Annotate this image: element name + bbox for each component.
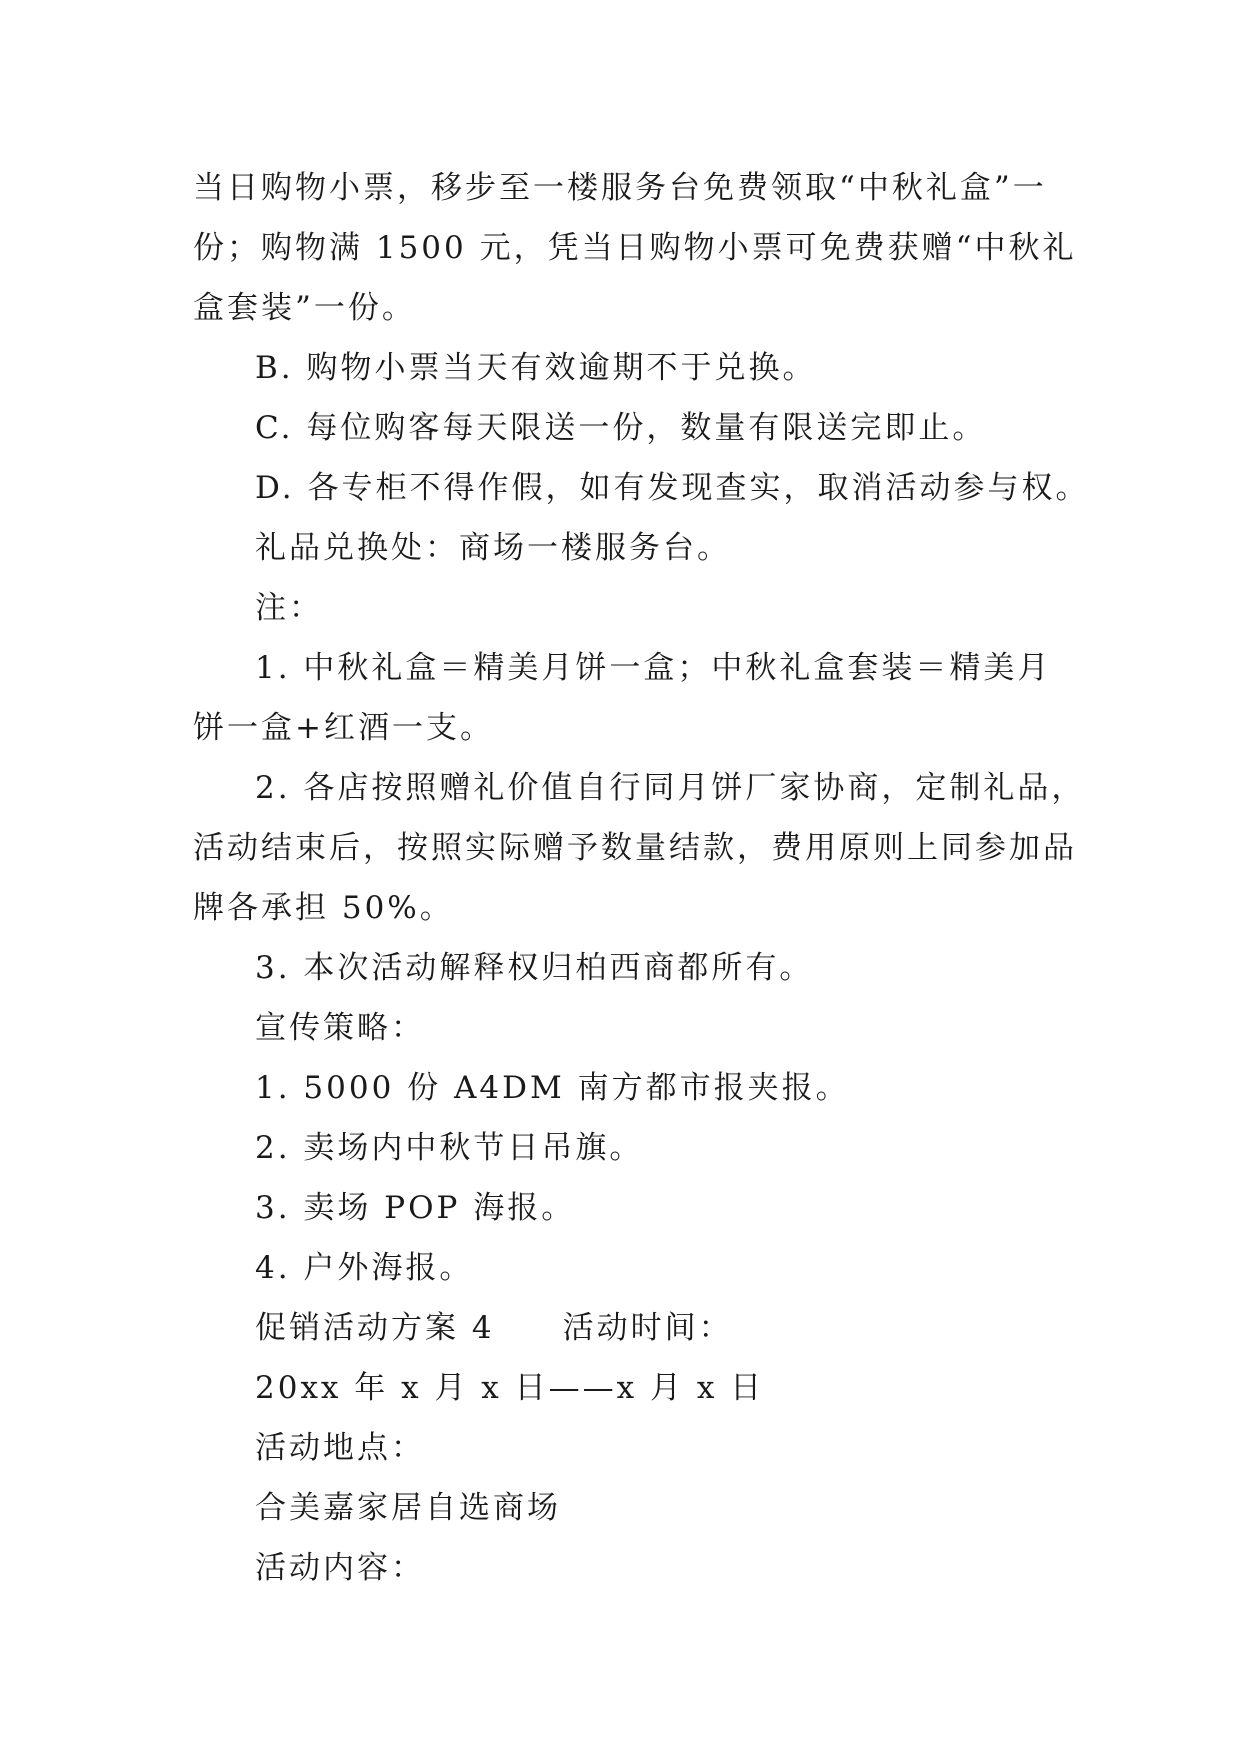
text-line: C. 每位购客每天限送一份，数量有限送完即止。 [255,410,987,446]
text-line: 盒套装”一份。 [193,290,416,326]
text-line: 促销活动方案 4 活动时间： [255,1310,733,1346]
text-line: 3. 卖场 POP 海报。 [255,1190,576,1226]
text-line: 3. 本次活动解释权归柏西商都所有。 [255,950,814,986]
text-line: 活动内容： [255,1550,425,1586]
text-line: 活动地点： [255,1430,425,1466]
text-line: 合美嘉家居自选商场 [255,1490,561,1526]
text-line: 2. 各店按照赠礼价值自行同月饼厂家协商，定制礼品， [255,770,1086,806]
text-line: B. 购物小票当天有效逾期不于兑换。 [255,350,817,386]
text-line: 1. 中秋礼盒＝精美月饼一盒；中秋礼盒套装＝精美月 [255,650,1052,686]
document-body [193,158,1093,1598]
text-line: 饼一盒+红酒一支。 [193,710,494,746]
text-line: 当日购物小票，移步至一楼服务台免费领取“中秋礼盒”一 [193,170,1047,206]
text-line: 牌各承担 50%。 [193,890,454,926]
text-line: D. 各专柜不得作假，如有发现查实，取消活动参与权。 [255,470,1090,506]
text-line: 活动结束后，按照实际赠予数量结款，费用原则上同参加品 [193,830,1077,866]
text-line: 注： [255,590,323,626]
text-line: 4. 户外海报。 [255,1250,474,1286]
text-line: 20xx 年 x 月 x 日——x 月 x 日 [255,1370,765,1406]
text-line: 2. 卖场内中秋节日吊旗。 [255,1130,644,1166]
text-line: 份；购物满 1500 元，凭当日购物小票可免费获赠“中秋礼 [193,230,1077,266]
text-line: 1. 5000 份 A4DM 南方都市报夹报。 [255,1070,850,1106]
text-line: 礼品兑换处：商场一楼服务台。 [255,530,731,566]
text-line: 宣传策略： [255,1010,425,1046]
